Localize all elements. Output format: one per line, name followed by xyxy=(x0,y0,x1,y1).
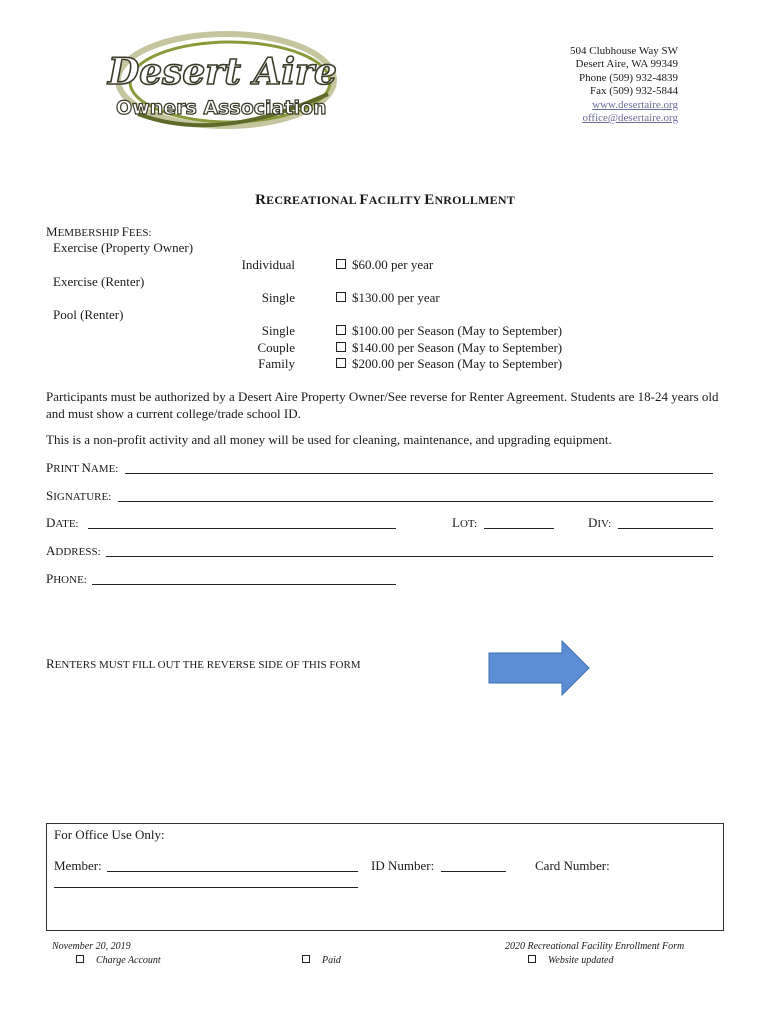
checkbox-icon[interactable] xyxy=(336,342,346,352)
heading-part: EES: xyxy=(128,227,152,239)
print-name-label xyxy=(46,460,118,476)
address-street: 504 Clubhouse Way SW xyxy=(570,45,678,57)
fee-type-pool-single: Single xyxy=(261,323,295,338)
label-part: S xyxy=(46,488,54,503)
label-part: N xyxy=(81,460,91,475)
label-part: L xyxy=(452,515,460,530)
renters-notice xyxy=(46,656,361,672)
logo-name-line1: Desert Aire xyxy=(108,51,337,93)
lot-input-line[interactable] xyxy=(484,528,554,529)
title-part: ECREATIONAL xyxy=(266,193,360,207)
paid-label: Paid xyxy=(322,955,341,966)
office-use-box xyxy=(46,823,724,931)
checkbox-icon[interactable] xyxy=(336,292,346,302)
title-part: E xyxy=(424,192,435,208)
title-part: NROLLMENT xyxy=(434,193,515,207)
heading-part: F xyxy=(121,224,129,239)
member-label: Member: xyxy=(54,858,102,873)
label-part: A xyxy=(46,543,56,558)
fee-price: $200.00 per Season (May to September) xyxy=(352,356,563,371)
address-city: Desert Aire, WA 99349 xyxy=(575,58,678,71)
label-part: HONE: xyxy=(53,574,87,586)
authorization-note: Participants must be authorized by a Desert Aire Property Owner/See reverse for Renter Agreement. Students are 18-24 years old and must show a current college/trade school ID. xyxy=(46,389,719,421)
lot-label xyxy=(452,515,477,531)
label-part: RINT xyxy=(53,463,82,475)
fee-type-pool-family: Family xyxy=(258,356,295,371)
contact-address-block xyxy=(570,45,678,125)
title-part: R xyxy=(255,192,267,208)
logo-name-line2: Owners Association xyxy=(116,97,327,119)
website-updated-option[interactable] xyxy=(528,955,613,966)
notice-part: R xyxy=(46,656,55,671)
fee-category-pool-renter: Pool (Renter) xyxy=(53,307,124,322)
heading-part: EMBERSHIP xyxy=(57,227,122,239)
label-part: P xyxy=(46,571,54,586)
fee-option-pool-couple[interactable] xyxy=(336,340,562,356)
member-input-line[interactable] xyxy=(107,871,358,872)
label-part: P xyxy=(46,460,54,475)
charge-account-option[interactable] xyxy=(76,955,161,966)
signature-input-line[interactable] xyxy=(118,501,713,502)
member-input-line-2[interactable] xyxy=(54,887,358,888)
checkbox-icon[interactable] xyxy=(76,955,84,963)
fee-type-individual: Individual xyxy=(241,257,295,272)
right-arrow-icon xyxy=(488,640,592,696)
fee-price: $130.00 per year xyxy=(352,290,440,305)
checkbox-icon[interactable] xyxy=(336,325,346,335)
fee-type-pool-couple: Couple xyxy=(257,340,295,355)
heading-part: M xyxy=(46,224,58,239)
signature-label xyxy=(46,488,111,504)
id-number-label: ID Number: xyxy=(371,858,435,873)
fee-category-exercise-owner: Exercise (Property Owner) xyxy=(53,240,194,255)
notice-part: ENTERS MUST FILL OUT THE REVERSE SIDE OF THIS FORM xyxy=(54,659,361,671)
title-part: ACILITY xyxy=(368,193,425,207)
date-input-line[interactable] xyxy=(88,528,396,529)
phone-label xyxy=(46,571,87,587)
div-label xyxy=(588,515,611,531)
print-name-input-line[interactable] xyxy=(125,473,713,474)
fee-option-exercise-renter[interactable] xyxy=(336,290,440,306)
checkbox-icon[interactable] xyxy=(336,358,346,368)
paid-option[interactable] xyxy=(302,955,341,966)
label-part: DDRESS: xyxy=(55,546,101,558)
fee-price: $140.00 per Season (May to September) xyxy=(352,340,563,355)
fee-category-exercise-renter: Exercise (Renter) xyxy=(53,274,145,289)
checkbox-icon[interactable] xyxy=(336,259,346,269)
checkbox-icon[interactable] xyxy=(302,955,310,963)
charge-account-label: Charge Account xyxy=(96,955,161,966)
membership-fees-heading xyxy=(46,224,152,240)
footer-form-name: 2020 Recreational Facility Enrollment Form xyxy=(505,941,685,952)
label-part: IGNATURE: xyxy=(53,491,112,503)
label-part: OT: xyxy=(459,518,478,530)
div-input-line[interactable] xyxy=(618,528,713,529)
fee-option-individual[interactable] xyxy=(336,257,433,273)
address-fax: Fax (509) 932-5844 xyxy=(590,85,678,98)
website-link[interactable]: www.desertaire.org xyxy=(592,98,678,111)
logo-graphic xyxy=(98,24,338,136)
office-use-heading: For Office Use Only: xyxy=(54,827,165,842)
fee-option-pool-single[interactable] xyxy=(336,323,562,339)
label-part: D xyxy=(588,515,598,530)
card-number-label: Card Number: xyxy=(535,858,610,873)
label-part: IV: xyxy=(597,518,612,530)
nonprofit-note: This is a non-profit activity and all money will be used for cleaning, maintenance, and upgrading equipment. xyxy=(46,432,612,447)
id-number-input-line[interactable] xyxy=(441,871,506,872)
label-part: D xyxy=(46,515,56,530)
fee-price: $60.00 per year xyxy=(352,257,434,272)
address-label xyxy=(46,543,101,559)
date-label xyxy=(46,515,79,531)
address-input-line[interactable] xyxy=(106,556,713,557)
footer-date: November 20, 2019 xyxy=(52,941,131,952)
label-part: AME: xyxy=(90,463,119,475)
label-part: ATE: xyxy=(55,518,79,530)
title-part: F xyxy=(359,192,369,208)
website-updated-label: Website updated xyxy=(548,955,614,966)
fee-type-single-renter: Single xyxy=(261,290,295,305)
fee-option-pool-family[interactable] xyxy=(336,356,562,372)
address-phone: Phone (509) 932-4839 xyxy=(579,71,678,84)
fee-price: $100.00 per Season (May to September) xyxy=(352,323,563,338)
phone-input-line[interactable] xyxy=(92,584,396,585)
email-link[interactable]: office@desertaire.org xyxy=(582,112,678,125)
association-logo xyxy=(98,24,338,136)
page-title xyxy=(0,192,770,209)
checkbox-icon[interactable] xyxy=(528,955,536,963)
